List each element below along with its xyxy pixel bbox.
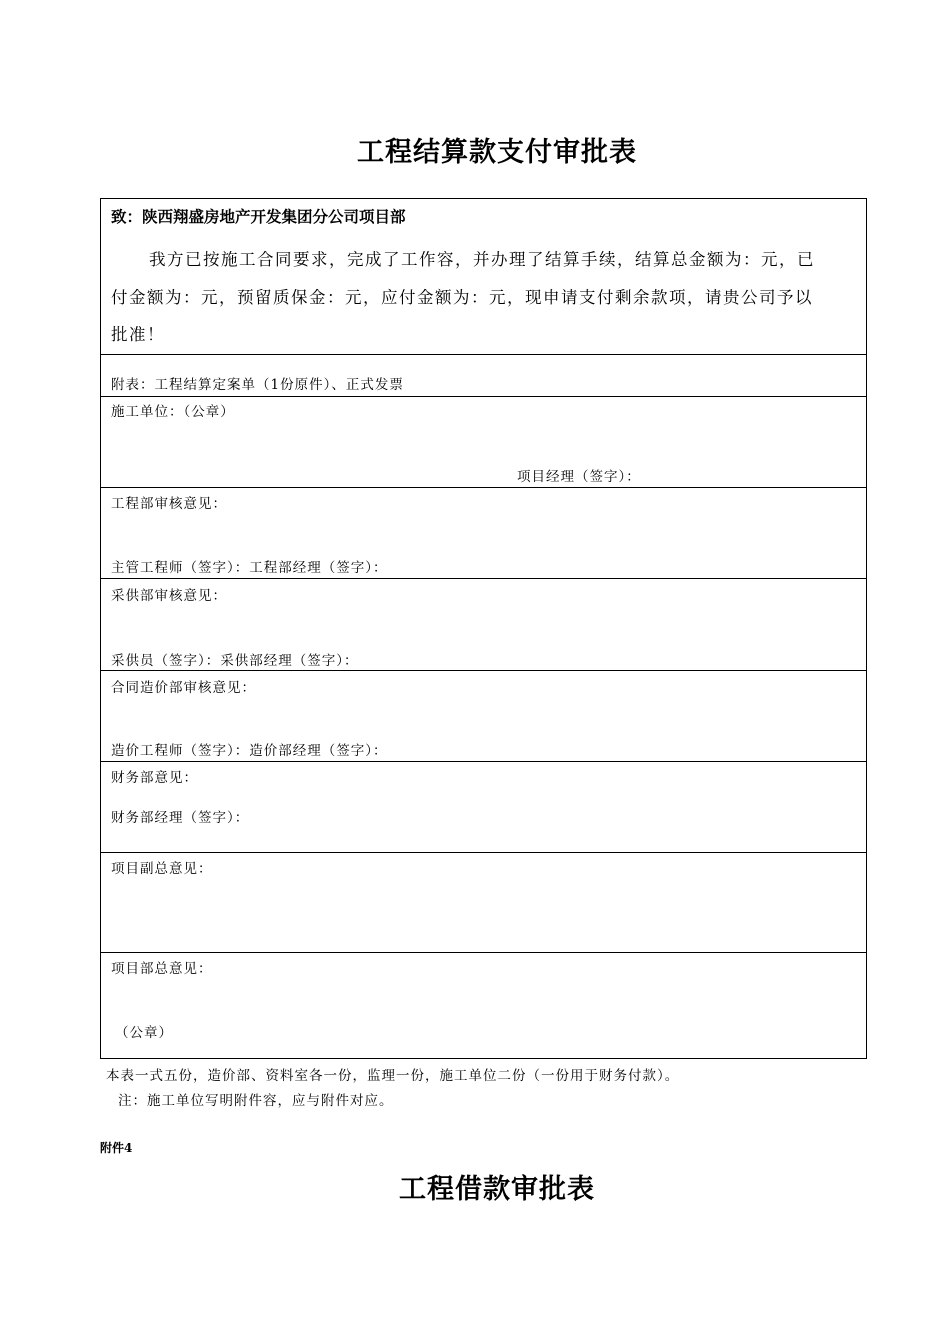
request-section <box>101 199 866 355</box>
project-manager-signature: 项目经理（签字）： <box>517 469 641 485</box>
cost-section <box>101 671 866 762</box>
attachment-section <box>101 355 866 397</box>
procurement-label: 采供部审核意见： <box>111 588 227 604</box>
finance-section <box>101 762 866 853</box>
addressee: 致：陕西翔盛房地产开发集团分公司项目部 <box>111 207 406 226</box>
request-line-2: 付金额为：元，预留质保金：元，应付金额为：元，现申请支付剩余款项，请贵公司予以 <box>111 288 813 307</box>
engineering-signature: 主管工程师（签字）：工程部经理（签字）： <box>111 560 388 576</box>
finance-signature: 财务部经理（签字）： <box>111 810 250 826</box>
director-label: 项目部总意见： <box>111 961 213 977</box>
deputy-section <box>101 853 866 953</box>
director-seal: （公章） <box>115 1025 173 1041</box>
engineering-label: 工程部审核意见： <box>111 496 227 512</box>
request-line-3: 批准！ <box>111 325 165 344</box>
form-title: 工程结算款支付审批表 <box>357 137 637 168</box>
engineering-section <box>101 488 866 579</box>
contractor-label: 施工单位：（公章） <box>111 404 235 420</box>
procurement-section <box>101 579 866 671</box>
procurement-signature: 采供员（签字）：采供部经理（签字）： <box>111 653 359 669</box>
annex-label: 附件4 <box>100 1141 133 1155</box>
request-line-1: 我方已按施工合同要求，完成了工作容，并办理了结算手续，结算总金额为：元，已 <box>149 250 815 269</box>
attachment-text: 附表：工程结算定案单（1份原件）、正式发票 <box>111 377 404 393</box>
remark-note: 注：施工单位写明附件容，应与附件对应。 <box>118 1093 394 1109</box>
deputy-label: 项目副总意见： <box>111 861 213 877</box>
director-section <box>101 953 866 1058</box>
next-form-title: 工程借款审批表 <box>399 1174 595 1205</box>
cost-signature: 造价工程师（签字）：造价部经理（签字）： <box>111 743 388 759</box>
copies-note: 本表一式五份，造价部、资料室各一份，监理一份，施工单位二份（一份用于财务付款）。 <box>106 1068 680 1084</box>
approval-form <box>100 198 867 1059</box>
finance-label: 财务部意见： <box>111 770 198 786</box>
contractor-section <box>101 397 866 488</box>
cost-label: 合同造价部审核意见： <box>111 680 256 696</box>
